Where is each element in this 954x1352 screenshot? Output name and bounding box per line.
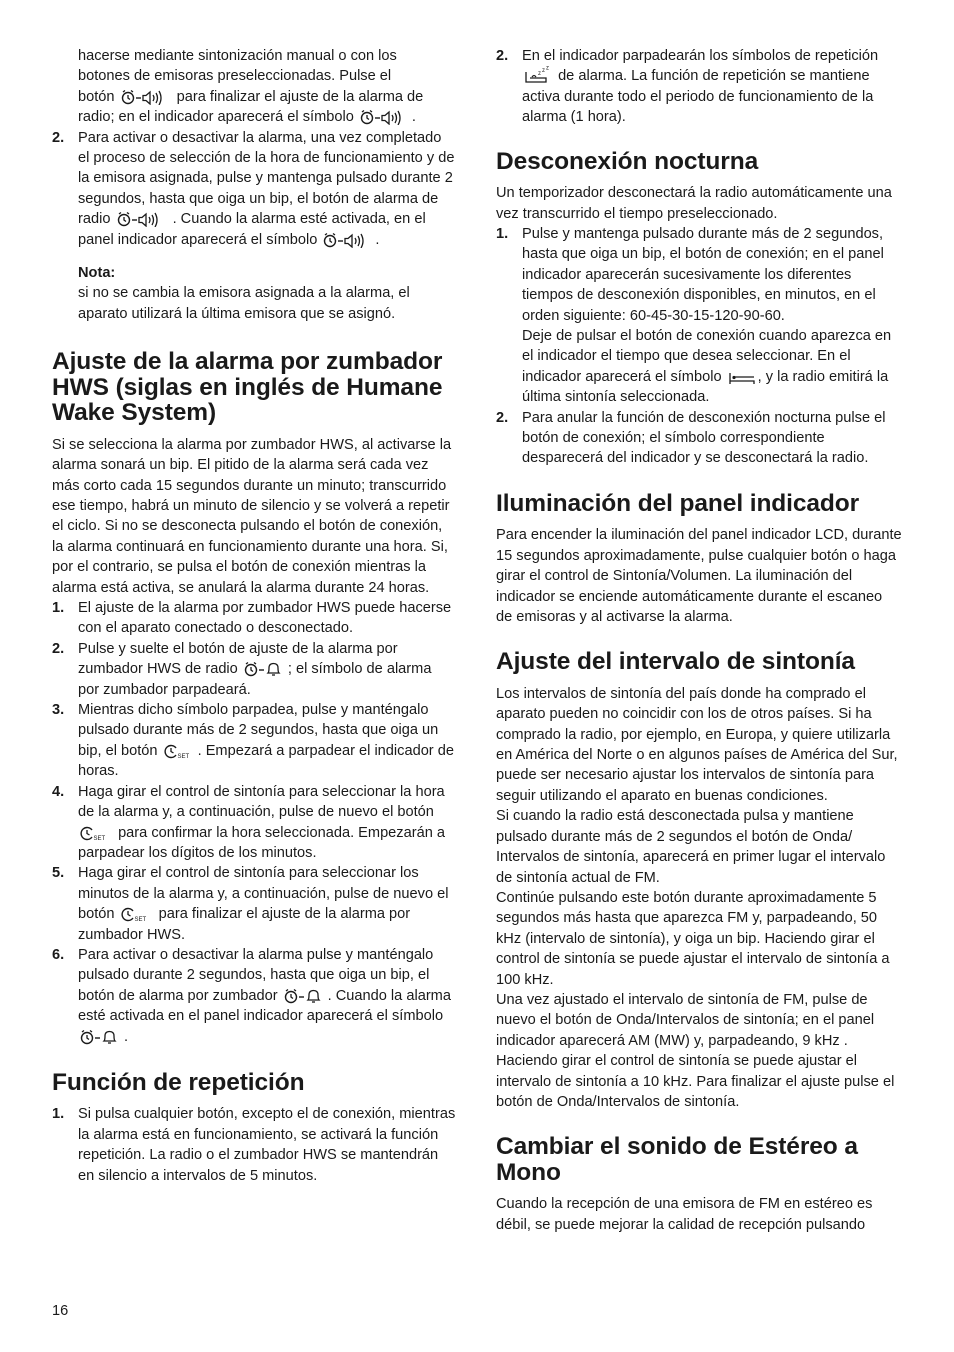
list-text: Haga girar el control de sintonía para seleccionar la hora de la alarma y, a continuación, pulse de nuevo el botón — [78, 783, 445, 821]
list-text: Para anular la función de desconexión nocturna pulse el botón de conexión; el símbolo correspondiente desparecerá del indicador y se desconectará la radio. — [522, 409, 886, 467]
svg-text:z: z — [546, 66, 549, 72]
right-column — [496, 46, 902, 1235]
intro-line-3: botón — [78, 88, 115, 105]
list-text: El ajuste de la alarma por zumbador HWS puede hacerse con el aparato conectado o desconectado. — [78, 600, 452, 637]
section-heading-step: Ajuste del intervalo de sintonía — [496, 648, 855, 676]
list-item — [496, 224, 902, 408]
list-item — [52, 639, 456, 700]
list-item — [52, 863, 456, 945]
intro-line-4b: . — [411, 109, 416, 126]
step-paragraph: Los intervalos de sintonía del país donde ha comprado el aparato pueden no coincidir con los de otros países. Si ha comprado la radio, por ejemplo, en Europa, y quiere utilizarla en América del Norte o en algunos países de América del Sur, puede ser necesario ajustar los intervalos de sintonía para seguir utilizando el aparato en buenas condiciones. — [496, 685, 898, 804]
list-item — [496, 408, 902, 469]
hws-intro: Si se selecciona la alarma por zumbador HWS, al activarse la alarma sonará un bip. El pitido de la alarma será cada vez más corto cada 15 segundos durante un minuto; transcurrido ese tiempo, habrá un minuto de silencio y se volverá a repetir el ciclo. Si no se desconecta pulsando el botón de conexión, la alarma continuará en funcionamiento durante una hora. Si, por el contrario, se pulsa el botón de conexión mientras la alarma está activa, se anulará la alarma durante 24 horas. — [52, 436, 452, 596]
svg-text:z: z — [542, 68, 545, 75]
section-heading-repeat: Función de repetición — [52, 1068, 305, 1096]
radio-alarm-icon — [360, 109, 410, 125]
section-heading-hws: Ajuste de la alarma por zumbador HWS (siglas en inglés de Humane Wake System) — [52, 348, 443, 427]
list-text: Si pulsa cualquier botón, excepto el de conexión, mientras la alarma está en funcionamiento, se activará la función repetición. La radio o el zumbador HWS se mantendrán en silencio a intervalos de 5 minutos. — [78, 1106, 456, 1184]
intro-line-3b: para finalizar el ajuste de la alarma de — [176, 88, 424, 105]
list-item — [52, 1104, 456, 1186]
list-number: 2. — [52, 129, 65, 146]
intro-line-4: radio; en el indicador aparecerá el símbolo — [78, 109, 354, 126]
step-paragraph: Si cuando la radio está desconectada pulsa y mantiene pulsado durante más de 2 segundos el botón de Onda/ Intervalos de sintonía, aparecerá en primer lugar el intervalo de sintonía actual de FM. — [496, 808, 886, 886]
sleep-intro: Un temporizador desconectará la radio automáticamente una vez transcurrido el tiempo preseleccionado. — [496, 185, 892, 222]
svg-text:SET: SET — [177, 753, 189, 759]
note-text: si no se cambia la emisora asignada a la alarma, el aparato utilizará la última emisora que se asignó. — [78, 285, 410, 322]
list-text: Mientras dicho símbolo parpadea, pulse y manténgalo pulsado durante más de 2 segundos, hasta que oiga un bip, el botón — [78, 702, 439, 759]
list-text: . — [375, 231, 380, 248]
list-item — [52, 700, 456, 782]
intro-line-1: hacerse mediante sintonización manual o con los — [78, 48, 397, 64]
list-number: 1. — [496, 225, 509, 242]
list-number: 5. — [52, 865, 65, 882]
radio-alarm-icon — [121, 89, 171, 105]
time-set-icon — [121, 906, 153, 922]
note — [52, 263, 456, 324]
list-number: 1. — [52, 600, 65, 617]
snooze-icon — [524, 66, 552, 84]
list-number: 2. — [496, 409, 509, 426]
svg-text:SET: SET — [134, 917, 146, 923]
list-text: de alarma. La función de repetición se mantiene activa durante todo el periodo de funcionamiento de la alarma (1 hora). — [522, 68, 874, 126]
list-text: para confirmar la hora seleccionada. Empezarán a parpadear los dígitos de los minutos. — [78, 824, 445, 861]
list-text: Deje de pulsar el botón de conexión cuando aparezca en el indicador el tiempo que desea seleccionar. En el indicador aparecerá el símbolo — [522, 327, 892, 385]
stereo-text: Cuando la recepción de una emisora de FM en estéreo es débil, se puede mejorar la calidad de recepción pulsando — [496, 1196, 873, 1233]
svg-text:z: z — [538, 71, 541, 78]
radio-alarm-icon — [117, 211, 167, 227]
page-number: 16 — [52, 1303, 69, 1319]
list-text: Pulse y suelte el botón de ajuste de la alarma por zumbador HWS de radio — [78, 640, 398, 678]
list-text: . — [124, 1028, 129, 1045]
list-item — [52, 945, 456, 1047]
radio-alarm-intro — [52, 46, 456, 128]
list-item — [496, 46, 902, 128]
buzzer-alarm-icon — [80, 1029, 122, 1045]
list-text: Para activar o desactivar la alarma, una vez completado el proceso de selección de la hora de funcionamiento y de la emisora asignada, pulse y mantenga pulsado durante 2 segundos, hasta que oiga un bip, el botón de alarma de radio — [78, 129, 455, 228]
list-number: 3. — [52, 702, 65, 719]
radio-alarm-icon — [323, 232, 373, 248]
list-number: 2. — [496, 48, 509, 64]
section-heading-stereo: Cambiar el sonido de Estéreo a Mono — [496, 1133, 858, 1186]
buzzer-alarm-icon — [284, 988, 326, 1004]
intro-line-2: botones de emisoras preseleccionadas. Pulse el — [78, 68, 392, 85]
list-text: para finalizar el ajuste de la alarma por zumbador HWS. — [78, 906, 411, 943]
list-item — [52, 598, 456, 639]
list-text: Para activar o desactivar la alarma pulse y manténgalo pulsado durante 2 segundos, hasta que oiga un bip, el botón de alarma por zumbador — [78, 946, 434, 1004]
left-column — [52, 46, 456, 1186]
list-number: 4. — [52, 783, 65, 800]
time-set-icon — [164, 743, 196, 759]
list-number: 2. — [52, 640, 65, 657]
list-text: Pulse y mantenga pulsado durante más de 2 segundos, hasta que oiga un bip, el botón de conexión; en el panel indicador aparecerán sucesivamente los diferentes tiempos de desconexión disponibles, en minutos, en el orden siguiente: 60-45-30-15-120-90-60. — [522, 225, 884, 324]
backlight-text: Para encender la iluminación del panel indicador LCD, durante 15 segundos aproximadamente, pulse cualquier botón o haga girar el control de Sintonía/Volumen. La iluminación del indicador se enciende automáticamente durante el escaneo de emisoras y al activarse la alarma. — [496, 527, 902, 625]
list-text: , y la radio emitirá la última sintonía seleccionada. — [522, 368, 889, 406]
section-heading-sleep: Desconexión nocturna — [496, 147, 759, 175]
svg-text:SET: SET — [93, 835, 106, 841]
sleep-icon — [728, 371, 756, 385]
step-paragraph: Continúe pulsando este botón durante aproximadamente 5 segundos más hasta que aparezca FM y, parpadeando, 50 kHz (intervalo de sintonía), y oiga un bip. Haciendo girar el control de sintonía se puede ajustar el intervalo de sintonía a 100 kHz. — [496, 889, 890, 988]
step-paragraph: Una vez ajustado el intervalo de sintonía de FM, pulse de nuevo el botón de Onda/Intervalos de sintonía; en el panel indicador aparecerá AM (MW) y, parpadeando, 9 kHz . Haciendo girar el control de sintonía se puede ajustar el intervalo de sintonía a 10 kHz. Para finalizar el ajuste pulse el botón de Onda/Intervalos de sintonía. — [496, 991, 895, 1110]
section-heading-backlight: Iluminación del panel indicador — [496, 489, 860, 517]
list-number: 1. — [52, 1106, 65, 1123]
list-text: . Empezará a parpadear el indicador de horas. — [78, 742, 454, 780]
list-text: . Cuando la alarma esté activada en el panel indicador aparecerá el símbolo — [78, 987, 451, 1025]
list-text: En el indicador parpadearán los símbolos de repetición — [522, 48, 879, 64]
list-number: 6. — [52, 946, 65, 963]
list-item — [52, 128, 456, 250]
buzzer-alarm-icon — [244, 661, 286, 677]
list-item — [52, 782, 456, 864]
list-text: . Cuando la alarma esté activada, en el panel indicador aparecerá el símbolo — [78, 211, 426, 248]
time-set-icon — [80, 825, 112, 841]
note-label: Nota: — [78, 265, 116, 282]
list-text: ; el símbolo de alarma por zumbador parpadeará. — [78, 661, 432, 698]
list-text: Haga girar el control de sintonía para seleccionar los minutos de la alarma y, a continuación, pulse de nuevo el botón — [78, 865, 449, 923]
